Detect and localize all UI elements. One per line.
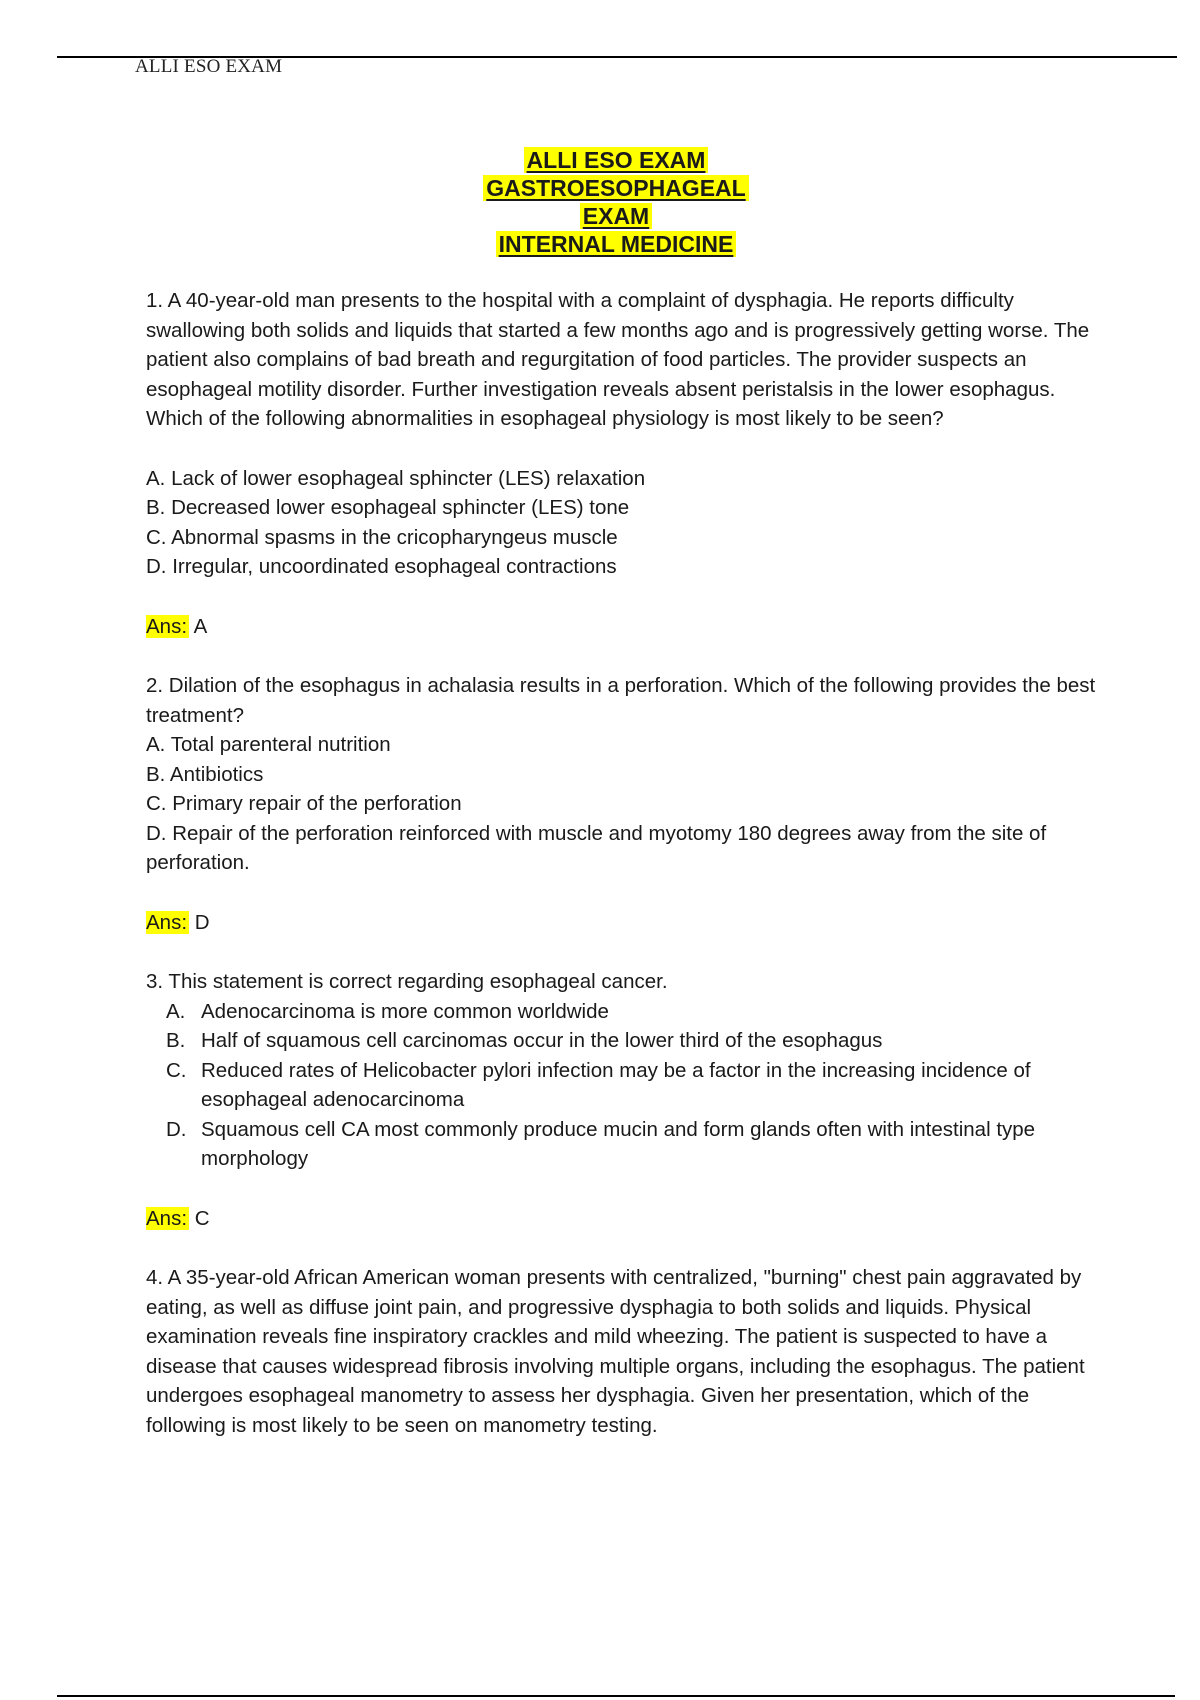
question-stem: 2. Dilation of the esophagus in achalasia results in a perforation. Which of the following provides the best treatment? (146, 674, 1096, 727)
option-list (146, 464, 1096, 582)
answer-value: A (189, 614, 208, 638)
question-4 (146, 1263, 1096, 1440)
option-d: D. Irregular, uncoordinated esophageal contractions (146, 555, 617, 578)
title-line-2: GASTROESOPHAGEAL (0, 174, 1200, 202)
question-1 (146, 286, 1096, 641)
option-c: C. Abnormal spasms in the cricopharyngeus muscle (146, 525, 618, 549)
option-a: A. Total parenteral nutrition (146, 733, 391, 756)
answer-value: C (189, 1206, 210, 1230)
option-b: B. Half of squamous cell carcinomas occur in the lower third of the esophagus (166, 1029, 883, 1052)
document-title (0, 146, 1200, 258)
exam-content (146, 286, 1096, 1440)
answer (146, 612, 1096, 642)
answer-value: D (189, 910, 210, 934)
running-header: ALLI ESO EXAM (135, 56, 283, 77)
question-stem: 1. A 40-year-old man presents to the hospital with a complaint of dysphagia. He reports difficulty swallowing both solids and liquids that started a few months ago and is progressively getting worse. The patient also complains of bad breath and regurgitation of food particles. The provider suspects an esophageal motility disorder. Further investigation reveals absent peristalsis in the lower esophagus. Which of the following abnormalities in esophageal physiology is most likely to be seen? (146, 289, 1090, 430)
answer-label: Ans: (146, 614, 188, 638)
title-line-4: INTERNAL MEDICINE (0, 230, 1200, 258)
question-stem: 3. This statement is correct regarding esophageal cancer. (146, 970, 668, 993)
answer (146, 1204, 1096, 1234)
answer-label: Ans: (146, 910, 188, 934)
answer-label: Ans: (146, 1206, 188, 1230)
option-c: C. Primary repair of the perforation (146, 792, 462, 815)
title-line-3: EXAM (0, 202, 1200, 230)
question-2 (146, 671, 1096, 937)
answer (146, 908, 1096, 938)
footer-rule (57, 1695, 1175, 1697)
option-a: A. Adenocarcinoma is more common worldwide (166, 999, 609, 1023)
option-list (146, 997, 1096, 1174)
question-stem: 4. A 35-year-old African American woman presents with centralized, "burning" chest pain aggravated by eating, as well as diffuse joint pain, and progressive dysphagia to both solids and liquids. Physical examination reveals fine inspiratory crackles and mild wheezing. The patient is suspected to have a disease that causes widespread fibrosis involving multiple organs, including the esophagus. The patient undergoes esophageal manometry to assess her dysphagia. Given her presentation, which of the following is most likely to be seen on manometry testing. (146, 1266, 1085, 1437)
option-b: B. Decreased lower esophageal sphincter (LES) tone (146, 496, 630, 519)
option-b: B. Antibiotics (146, 762, 264, 786)
question-3 (146, 967, 1096, 1233)
title-line-1: ALLI ESO EXAM (0, 146, 1200, 174)
option-list (146, 730, 1096, 878)
option-c: C. Reduced rates of Helicobacter pylori infection may be a factor in the increasing incidence of esophageal adenocarcinoma (166, 1058, 1031, 1111)
option-d: D. Squamous cell CA most commonly produce mucin and form glands often with intestinal type morphology (166, 1117, 1036, 1170)
option-d: D. Repair of the perforation reinforced with muscle and myotomy 180 degrees away from the site of perforation. (146, 821, 1047, 874)
option-a: A. Lack of lower esophageal sphincter (LES) relaxation (146, 466, 646, 490)
